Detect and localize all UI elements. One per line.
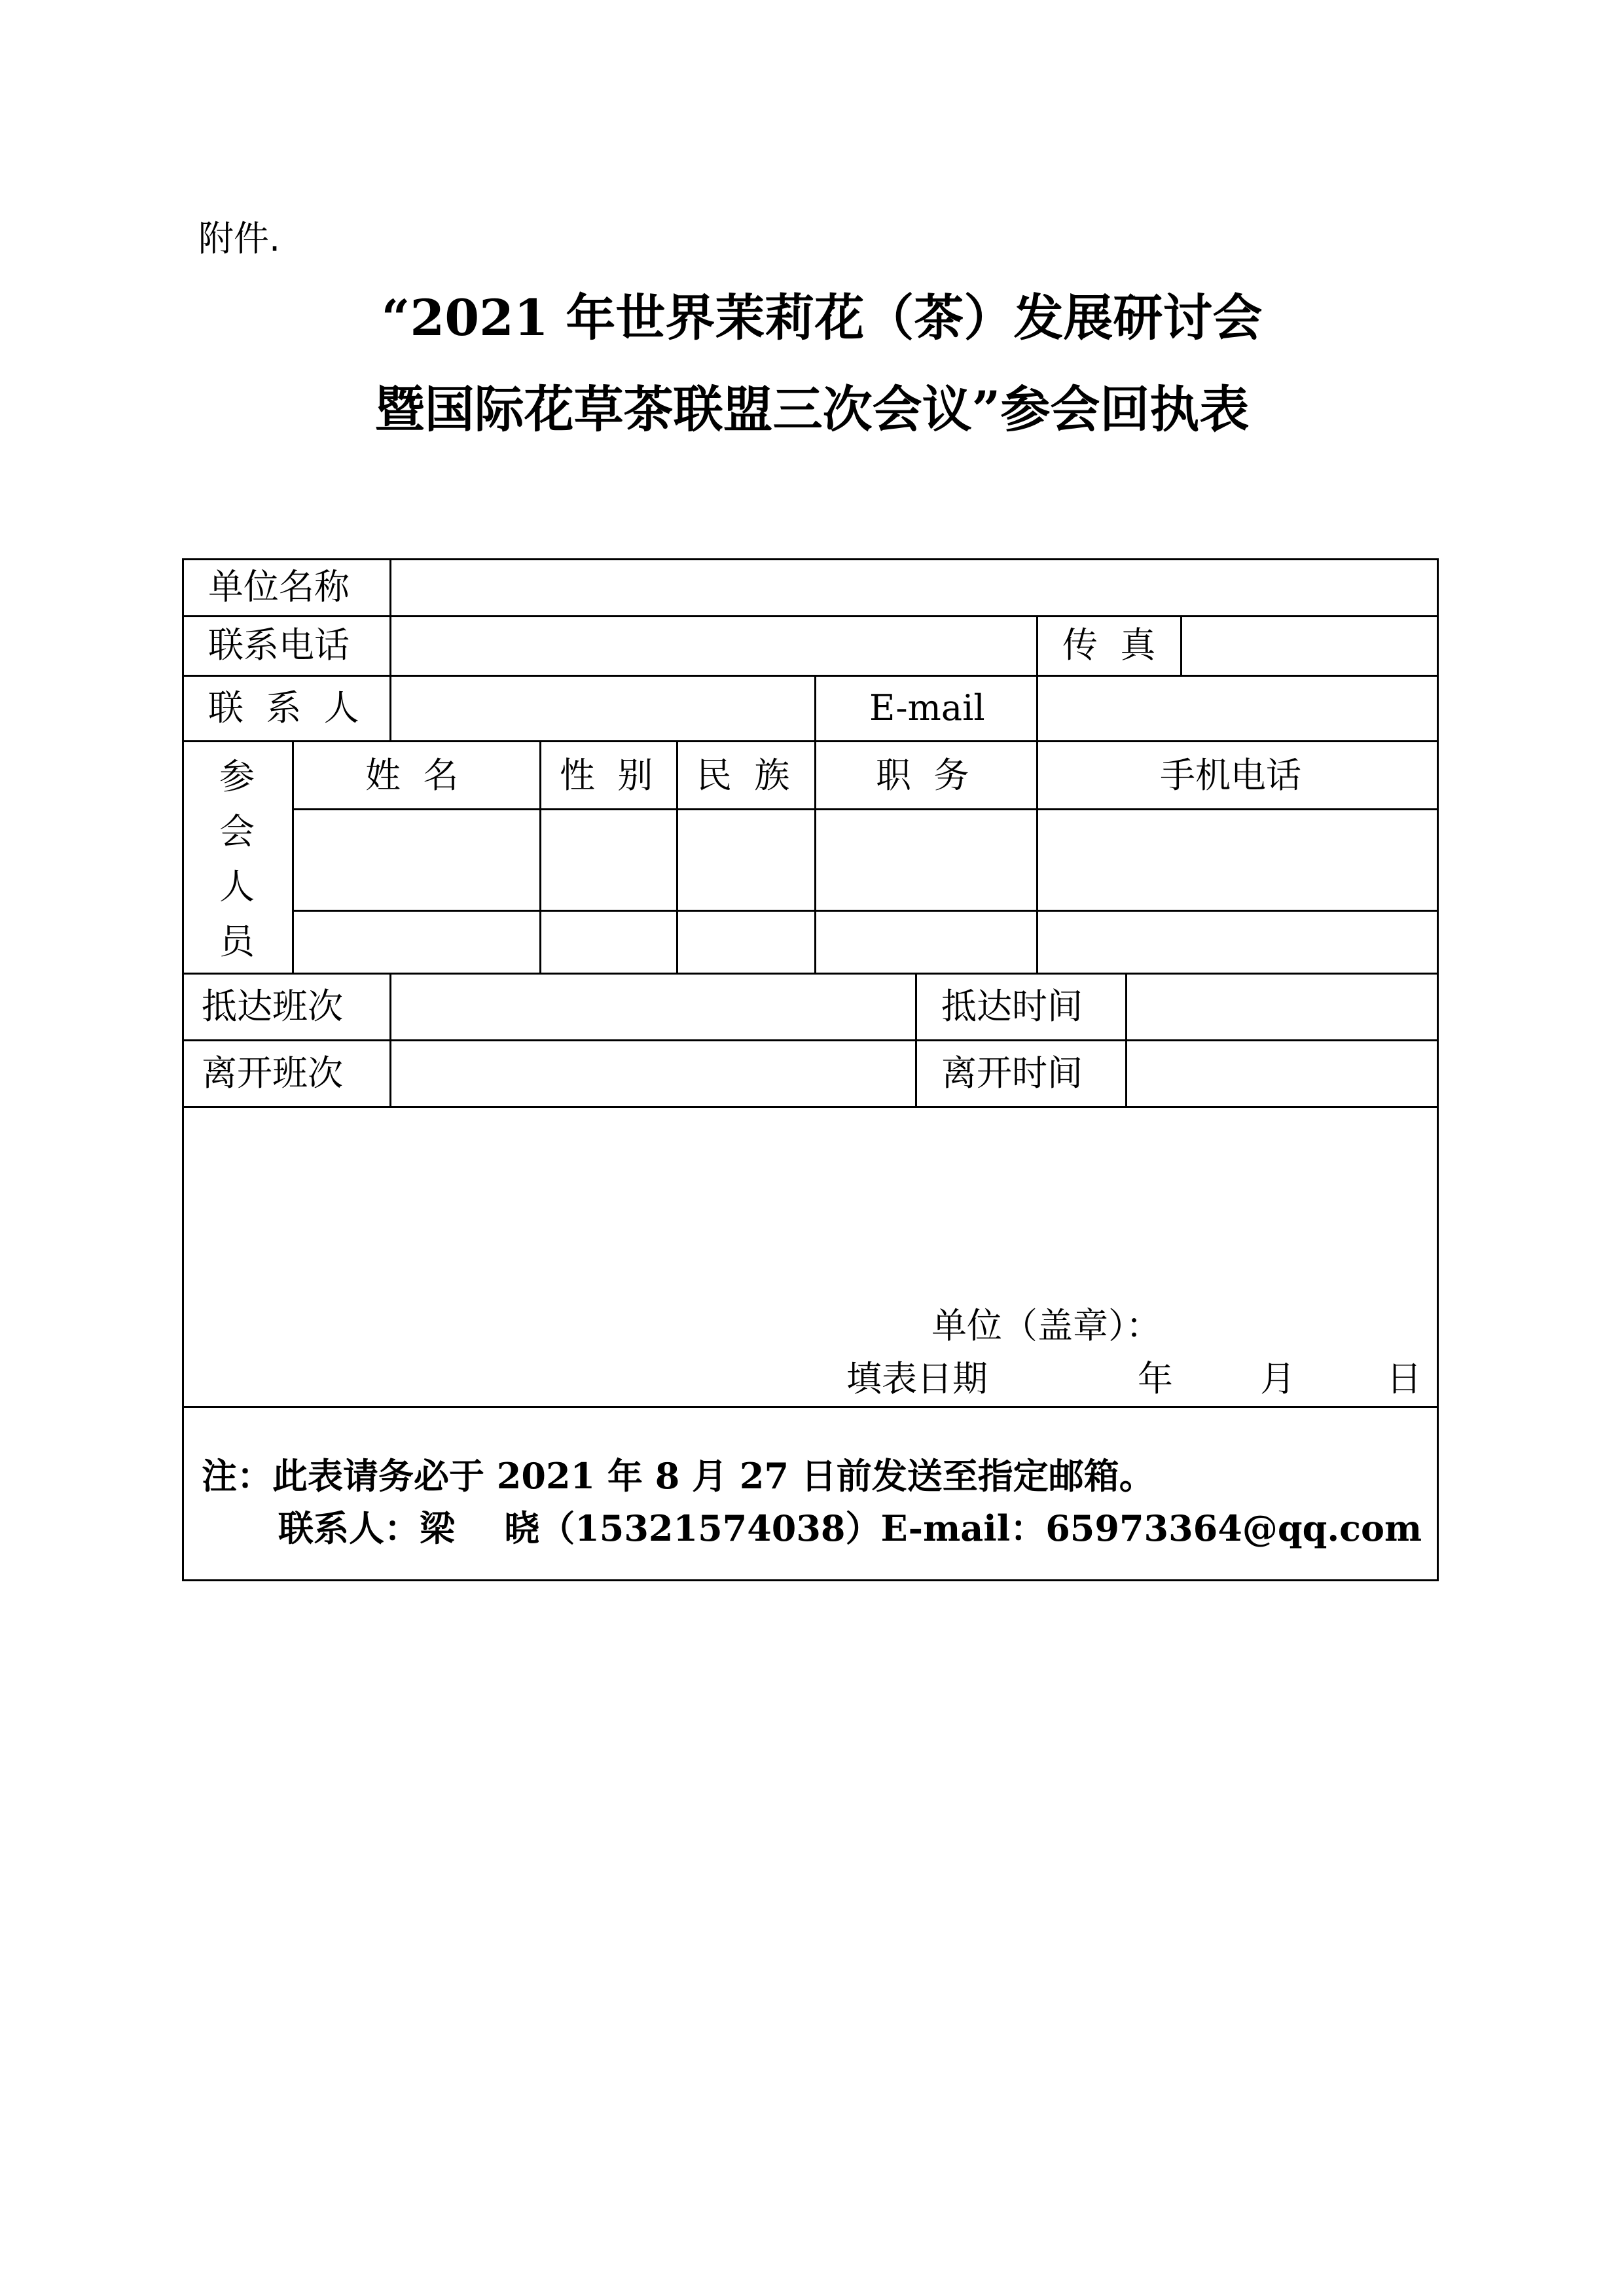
label-arrival-time: 抵达时间: [941, 986, 1083, 1027]
note-contact: 联系人：梁 晓（15321574038）E-mail：65973364@qq.com: [278, 1507, 1422, 1549]
label-fill-date: 填表日期: [846, 1358, 988, 1399]
line-bottom: [182, 1579, 1439, 1581]
label-contact-phone: 联系电话: [208, 624, 350, 666]
label-seal: 单位（盖章）：: [931, 1305, 1161, 1346]
field-contact-phone[interactable]: [391, 617, 1036, 675]
participant-1-ethnicity[interactable]: [678, 810, 814, 910]
participant-2-position[interactable]: [816, 912, 1036, 973]
participants-char-2: 会: [219, 811, 255, 852]
participants-char-1: 参: [219, 756, 255, 797]
line-email-left: [814, 675, 816, 740]
participant-2-name[interactable]: [294, 912, 539, 973]
field-arrival-flight[interactable]: [391, 975, 915, 1039]
label-arrival-flight: 抵达班次: [202, 986, 343, 1027]
field-fax[interactable]: [1182, 617, 1437, 675]
header-mobile: 手机电话: [1160, 755, 1301, 796]
label-year: 年: [1138, 1358, 1173, 1399]
line-departure-bottom: [182, 1106, 1439, 1108]
field-email[interactable]: [1038, 677, 1437, 740]
label-departure-time: 离开时间: [941, 1052, 1083, 1094]
field-departure-time[interactable]: [1127, 1041, 1437, 1106]
label-departure-flight: 离开班次: [202, 1052, 343, 1094]
registration-form: [182, 558, 1439, 1581]
page-title-line-2: 暨国际花草茶联盟三次会议”参会回执表: [374, 380, 1250, 439]
page-title-line-1: “2021 年世界茉莉花（茶）发展研讨会: [381, 289, 1263, 347]
participants-char-3: 人: [219, 866, 255, 907]
note-deadline: 注：此表请务必于 2021 年 8 月 27 日前发送至指定邮箱。: [202, 1455, 1155, 1497]
label-fax: 传 真: [1062, 624, 1156, 666]
line-time-label-left: [915, 973, 917, 1106]
participant-2-mobile[interactable]: [1038, 912, 1437, 973]
header-position: 职 务: [876, 755, 969, 796]
line-fax-left: [1036, 615, 1038, 675]
participant-1-mobile[interactable]: [1038, 810, 1437, 910]
field-arrival-time[interactable]: [1127, 975, 1437, 1039]
participant-1-name[interactable]: [294, 810, 539, 910]
participants-char-4: 员: [219, 921, 255, 962]
attachment-label: 附件.: [198, 218, 281, 259]
header-ethnicity: 民 族: [696, 755, 790, 796]
line-left: [182, 558, 184, 1581]
label-unit-name: 单位名称: [208, 566, 350, 607]
label-month: 月: [1260, 1358, 1295, 1399]
participant-2-gender[interactable]: [541, 912, 676, 973]
participant-2-ethnicity[interactable]: [678, 912, 814, 973]
header-gender: 性 别: [560, 755, 653, 796]
header-name: 姓 名: [365, 755, 459, 796]
label-contact-person: 联 系 人: [208, 687, 359, 728]
field-contact-person[interactable]: [391, 677, 814, 740]
participant-1-position[interactable]: [816, 810, 1036, 910]
participant-1-gender[interactable]: [541, 810, 676, 910]
label-day: 日: [1386, 1358, 1422, 1399]
label-email: E-mail: [869, 687, 985, 728]
field-departure-flight[interactable]: [391, 1041, 915, 1106]
label-participants: [217, 749, 257, 969]
line-row3: [182, 740, 1439, 742]
line-right: [1437, 558, 1439, 1581]
field-unit-name[interactable]: [391, 560, 1437, 615]
line-seal-bottom: [182, 1406, 1439, 1408]
